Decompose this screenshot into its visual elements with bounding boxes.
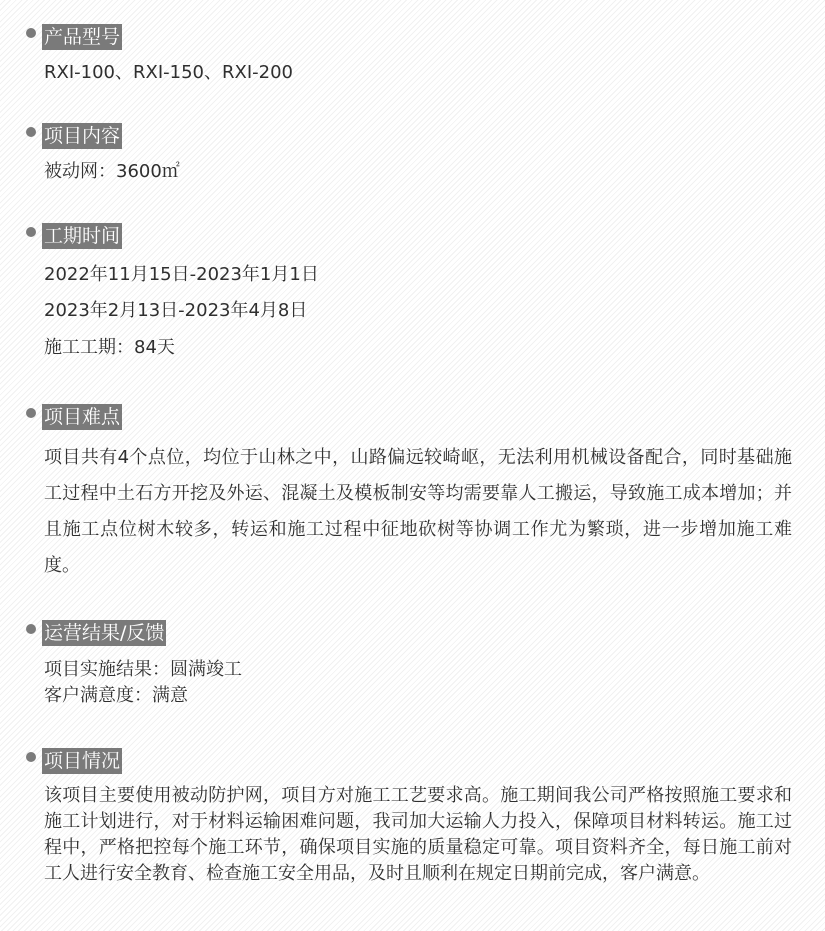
section-heading: 项目内容	[44, 125, 121, 147]
schedule-duration: 施工工期：84天	[44, 337, 175, 358]
bullet-dot	[26, 227, 36, 237]
result-completion: 项目实施结果：圆满竣工	[44, 659, 242, 680]
schedule-period-2: 2023年2月13日-2023年4月8日	[44, 300, 308, 321]
bullet-dot	[26, 28, 36, 38]
content-area: 被动网：3600㎡	[44, 161, 180, 182]
bullet-dot	[26, 408, 36, 418]
model-list: RXI-100、RXI-150、RXI-200	[44, 62, 293, 83]
difficulty-text: 项目共有4个点位，均位于山林之中，山路偏远较崎岖，无法利用机械设备配合，同时基础施工过程中土石方开挖及外运、混凝土及模板制安等均需要靠人工搬运，导致施工成本增加；并且施工点位树木较多，转运和施工过程中征地砍树等协调工作尤为繁琐，进一步增加施工难度。	[44, 447, 792, 576]
section-heading: 运营结果/反馈	[44, 622, 165, 644]
result-satisfaction: 客户满意度：满意	[44, 685, 188, 706]
bullet-dot	[26, 752, 36, 762]
section-heading: 工期时间	[44, 225, 121, 247]
section-heading: 项目情况	[44, 750, 121, 772]
bullet-dot	[26, 127, 36, 137]
section-heading: 项目难点	[44, 406, 121, 428]
bullet-dot	[26, 624, 36, 634]
situation-text: 该项目主要使用被动防护网，项目方对施工工艺要求高。施工期间我公司严格按照施工要求和施工计划进行，对于材料运输困难问题，我司加大运输人力投入，保障项目材料转运。施工过程中，严格把控每个施工环节，确保项目实施的质量稳定可靠。项目资料齐全，每日施工前对工人进行安全教育、检查施工安全用品，及时且顺利在规定日期前完成，客户满意。	[44, 785, 792, 884]
schedule-period-1: 2022年11月15日-2023年1月1日	[44, 264, 319, 285]
section-heading: 产品型号	[44, 26, 121, 48]
